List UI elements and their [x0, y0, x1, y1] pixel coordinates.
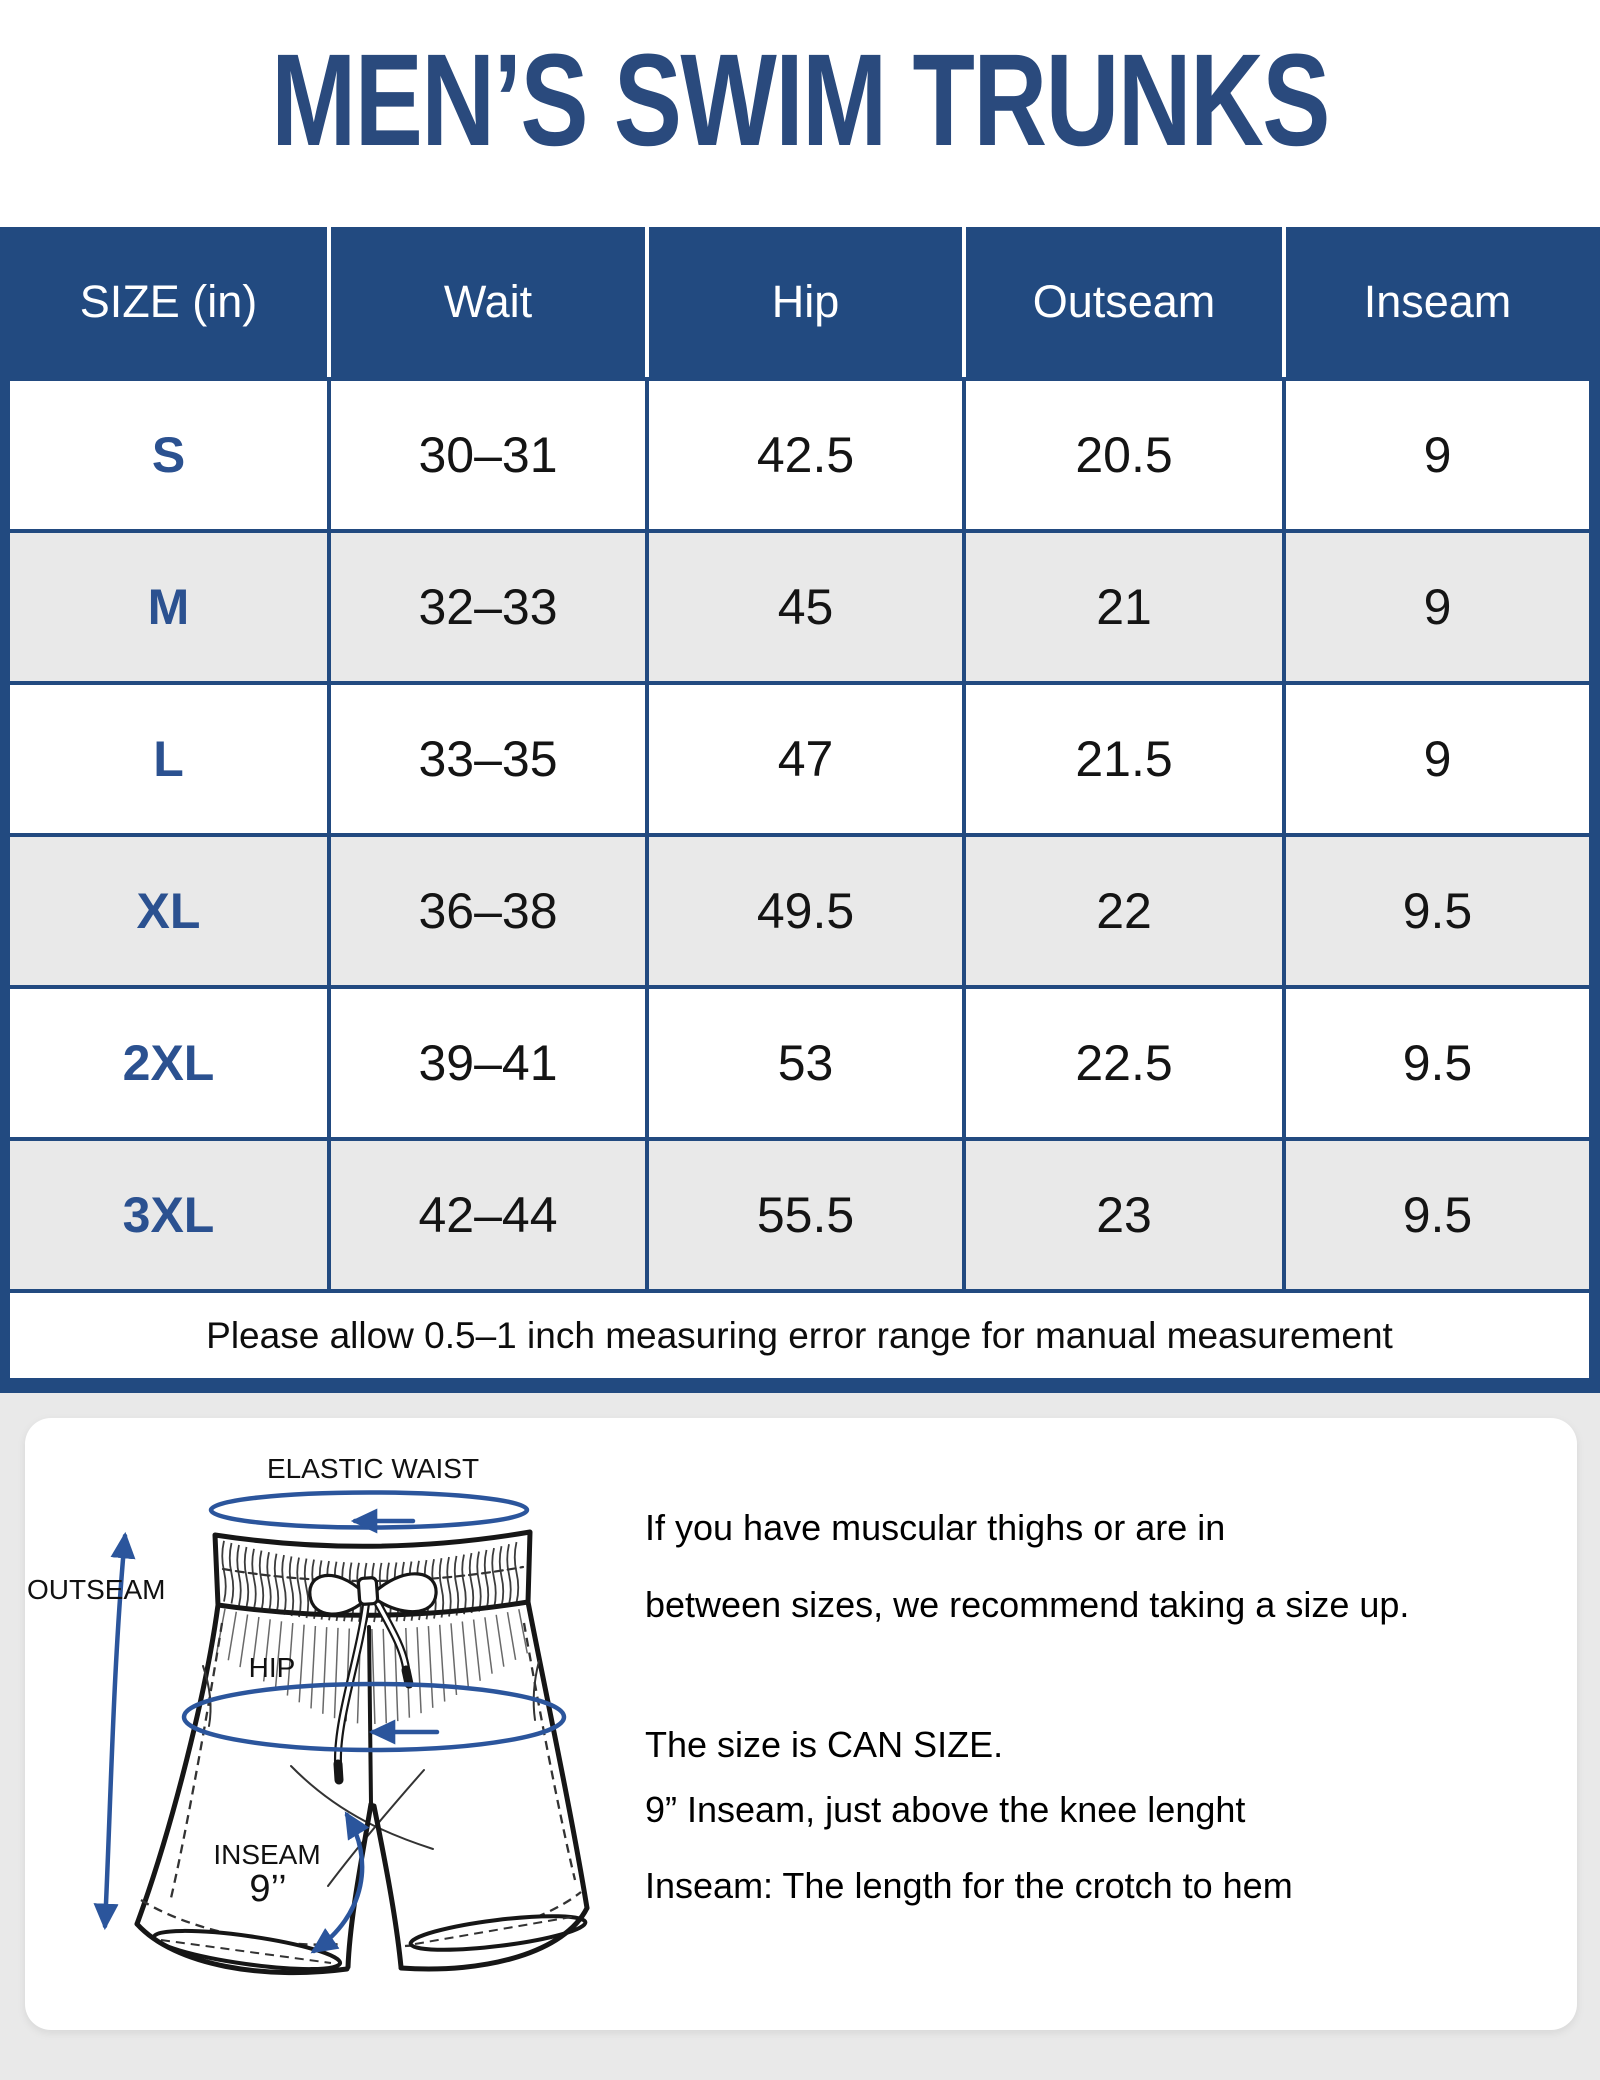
waist-cell: 33–35 [327, 685, 645, 833]
inseam-cell: 9 [1282, 685, 1589, 833]
info-line-3: The size is CAN SIZE. [645, 1724, 1004, 1765]
outseam-cell: 22 [962, 837, 1282, 985]
header-inseam: Inseam [1282, 227, 1589, 377]
outseam-cell: 21 [962, 533, 1282, 681]
info-section [0, 1393, 1600, 2080]
header-outseam: Outseam [962, 227, 1282, 377]
left-outseam-edge [137, 1605, 218, 1924]
header-size: SIZE (in) [79, 276, 258, 327]
table-row-l [10, 681, 1589, 833]
info-line-1: If you have muscular thighs or are in [645, 1507, 1226, 1548]
waist-cell: 39–41 [327, 989, 645, 1137]
page-title-text: MEN’S SWIM TRUNKS [271, 25, 1329, 173]
info-line-5: Inseam: The length for the crotch to hem [645, 1865, 1293, 1906]
waist-cell: 32–33 [327, 533, 645, 681]
table-row-2xl [10, 985, 1589, 1137]
crotch-crease-right [291, 1766, 433, 1849]
table-row-m [10, 529, 1589, 681]
hip-cell: 42.5 [645, 381, 962, 529]
header-hip: Hip [645, 227, 962, 377]
waist-cell: 36–38 [327, 837, 645, 985]
right-seam-stitch [524, 1623, 575, 1880]
center-front-line [369, 1627, 371, 1804]
size-cell: S [151, 427, 186, 483]
size-table [0, 227, 1600, 1393]
header-waist: Wait [327, 227, 645, 377]
outseam-cell: 21.5 [962, 685, 1282, 833]
bow-knot [358, 1577, 378, 1604]
info-card [25, 1418, 1577, 2030]
hip-cell: 45 [645, 533, 962, 681]
outseam-cell: 22.5 [962, 989, 1282, 1137]
page-title [0, 25, 1600, 173]
inseam-cell: 9.5 [1282, 989, 1589, 1137]
hip-cell: 49.5 [645, 837, 962, 985]
waist-cell: 42–44 [327, 1141, 645, 1289]
info-line-2: between sizes, we recommend taking a size up. [645, 1584, 1410, 1625]
outseam-cell: 23 [962, 1141, 1282, 1289]
size-cell: L [153, 731, 184, 787]
right-outseam-edge [528, 1602, 587, 1908]
right-inner-leg-edge [374, 1806, 401, 1967]
size-cell: 2XL [122, 1035, 215, 1091]
info-line-4: 9” Inseam, just above the knee lenght [645, 1789, 1246, 1830]
drawstring-aglet-right [406, 1670, 409, 1684]
size-cell: 3XL [122, 1187, 215, 1243]
right-leg-opening [409, 1909, 587, 1956]
hip-label: HIP [248, 1652, 296, 1683]
table-row-s [10, 377, 1589, 529]
size-cell: M [147, 579, 190, 635]
size-cell: XL [136, 883, 201, 939]
waist-cell: 30–31 [327, 381, 645, 529]
inseam-value-label: 9’’ [249, 1868, 287, 1910]
outseam-label: OUTSEAM [27, 1574, 166, 1605]
inseam-cell: 9 [1282, 381, 1589, 529]
table-header-row [10, 227, 1589, 377]
drawstring-aglet-left [338, 1764, 339, 1780]
table-row-3xl [10, 1137, 1589, 1289]
inseam-cell: 9.5 [1282, 1141, 1589, 1289]
inseam-label: INSEAM [213, 1839, 321, 1870]
hip-cell: 53 [645, 989, 962, 1137]
inseam-measure-arrow [314, 1815, 362, 1951]
inseam-cell: 9 [1282, 533, 1589, 681]
measurement-note: Please allow 0.5–1 inch measuring error range for manual measurement [10, 1289, 1589, 1378]
swim-trunks-diagram [25, 1418, 645, 2030]
inseam-cell: 9.5 [1282, 837, 1589, 985]
hip-cell: 55.5 [645, 1141, 962, 1289]
outseam-cell: 20.5 [962, 381, 1282, 529]
elastic-waist-label: ELASTIC WAIST [266, 1453, 480, 1484]
hip-cell: 47 [645, 685, 962, 833]
table-row-xl [10, 833, 1589, 985]
